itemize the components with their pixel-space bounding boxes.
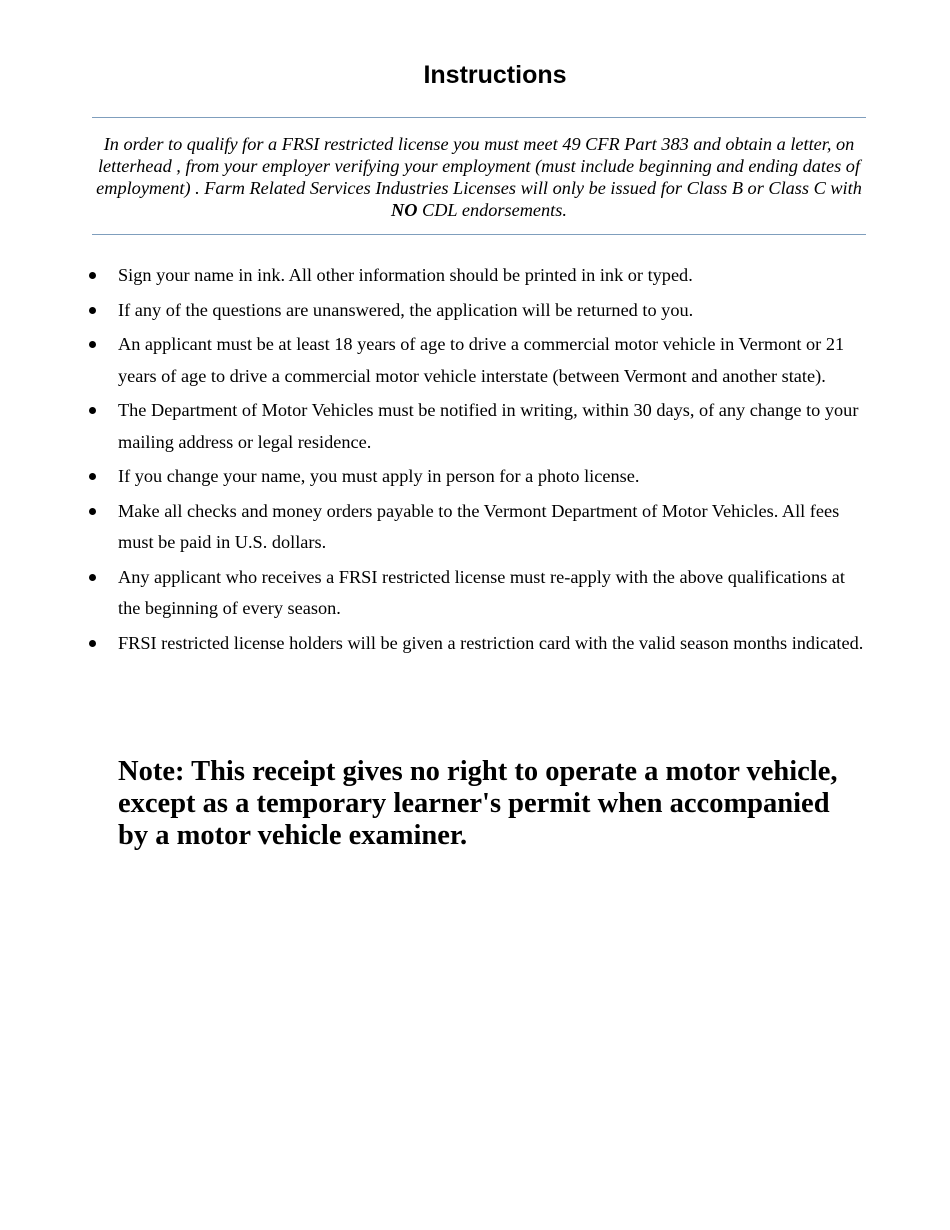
bullet-icon — [89, 574, 96, 581]
list-item — [88, 562, 868, 625]
instruction-list — [88, 260, 868, 662]
list-item — [88, 395, 868, 458]
bullet-icon — [89, 407, 96, 414]
list-item-text: Sign your name in ink. All other information should be printed in ink or typed. — [118, 265, 693, 285]
bullet-icon — [89, 508, 96, 515]
bullet-icon — [89, 473, 96, 480]
list-item — [88, 295, 868, 327]
list-item-text: The Department of Motor Vehicles must be notified in writing, within 30 days, of any change to your mailing address or legal residence. — [118, 400, 859, 452]
list-item — [88, 628, 868, 660]
bullet-icon — [89, 341, 96, 348]
top-divider — [92, 117, 866, 118]
list-item-text: Any applicant who receives a FRSI restricted license must re-apply with the above qualifications at the beginning of every season. — [118, 566, 845, 618]
intro-text-part1: In order to qualify for a FRSI restricted license you must meet 49 CFR Part 383 and obtain a letter, on letterhead , from your employer verifying your employment (must include beginning and ending dates of employment) . Farm Related Services Industries Licenses will only be issued for Class B or Class C with — [96, 134, 862, 198]
list-item — [88, 329, 868, 392]
intro-paragraph — [92, 133, 866, 221]
bullet-icon — [89, 307, 96, 314]
list-item-text: FRSI restricted license holders will be given a restriction card with the valid season months indicated. — [118, 632, 864, 653]
intro-text-part2: CDL endorsements. — [417, 200, 567, 220]
bullet-icon — [89, 640, 96, 647]
intro-emphasis: NO — [391, 200, 418, 220]
list-item-text: If any of the questions are unanswered, the application will be returned to you. — [118, 299, 694, 320]
list-item-text: If you change your name, you must apply in person for a photo license. — [118, 466, 640, 486]
list-item-text: An applicant must be at least 18 years of age to drive a commercial motor vehicle in Vermont or 21 years of age to drive a commercial motor vehicle interstate (between Vermont and another state). — [118, 334, 845, 386]
list-item — [88, 461, 868, 493]
receipt-note: Note: This receipt gives no right to operate a motor vehicle, except as a temporary learner's permit when accompanied by a motor vehicle examiner. — [118, 756, 838, 851]
list-item — [88, 496, 868, 559]
bottom-divider — [92, 234, 866, 235]
list-item — [88, 260, 868, 292]
page-title: Instructions — [423, 61, 567, 89]
bullet-icon — [89, 272, 96, 279]
list-item-text: Make all checks and money orders payable to the Vermont Department of Motor Vehicles. All fees must be paid in U.S. dollars. — [118, 500, 840, 552]
